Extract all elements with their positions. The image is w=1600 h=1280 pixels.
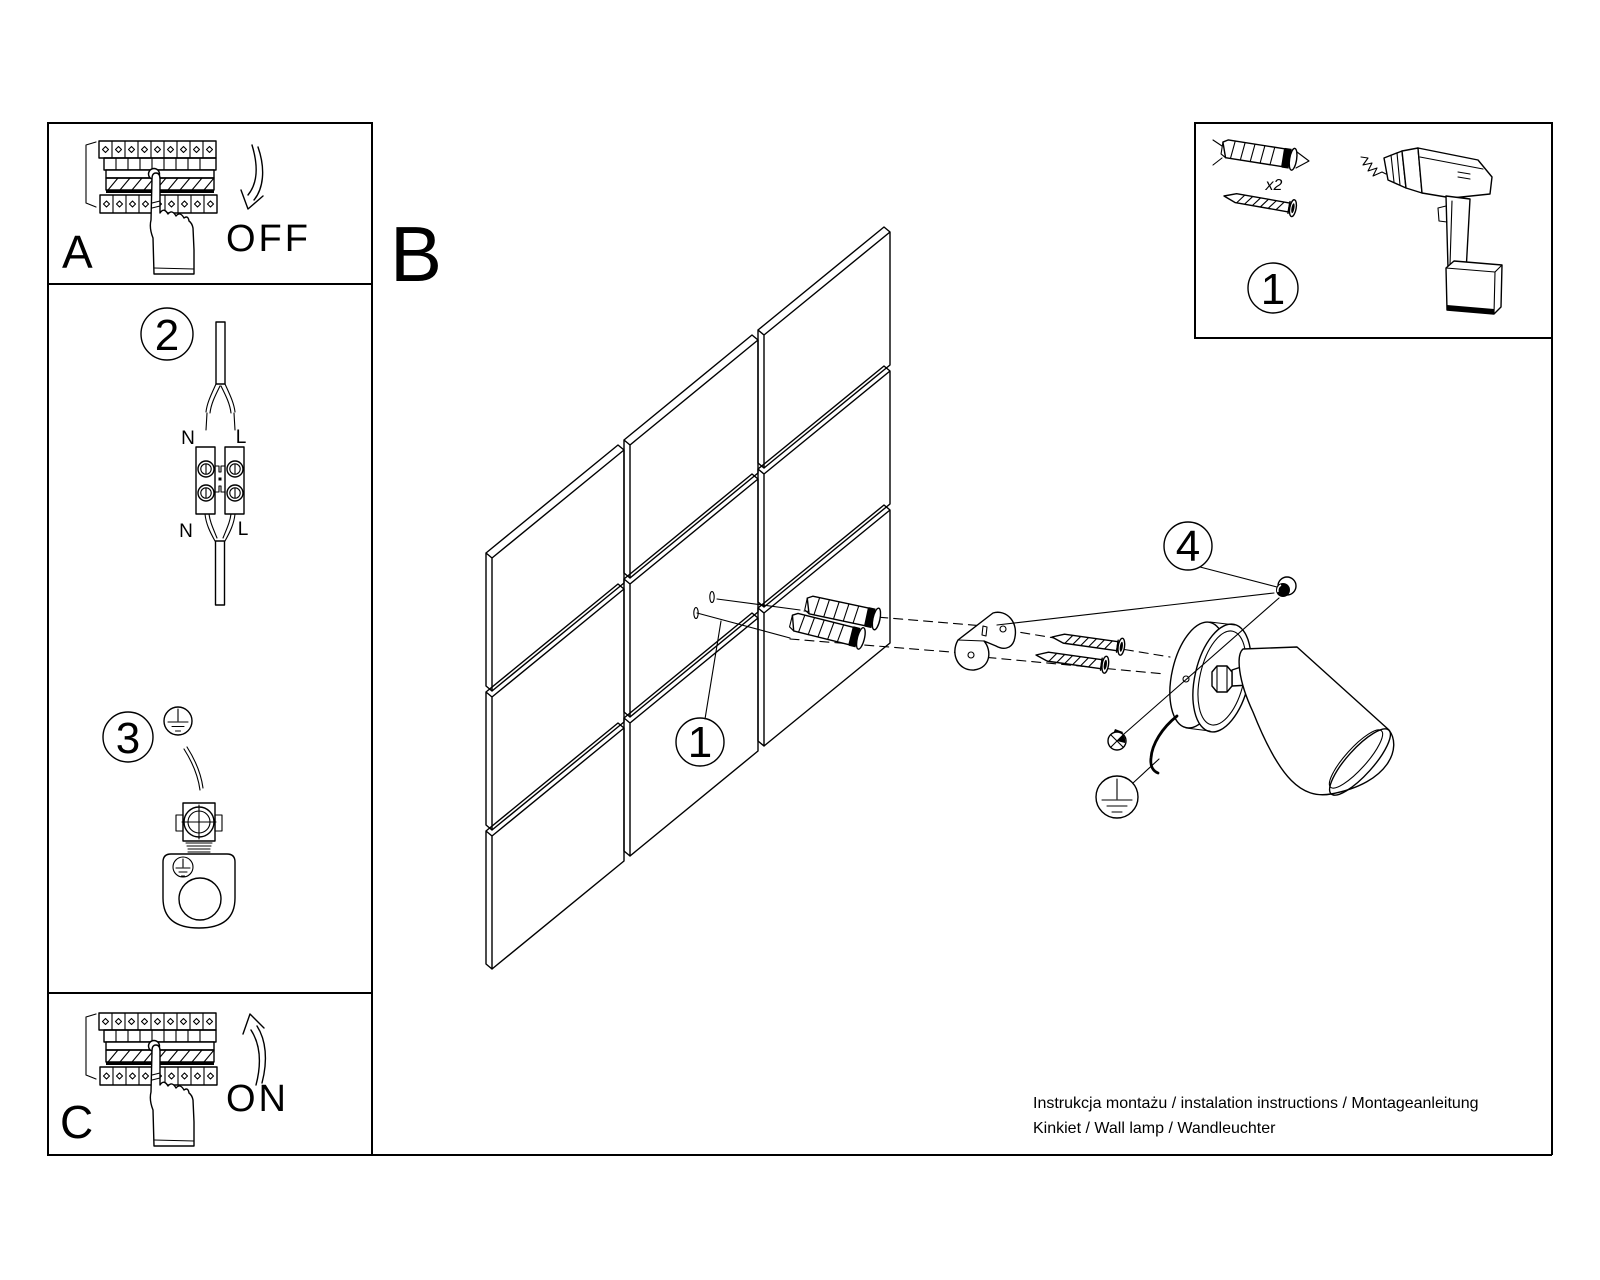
panel-a-state: OFF	[226, 218, 311, 260]
screw-icon	[1223, 188, 1298, 217]
footer-text	[1033, 1095, 1479, 1137]
anchor-quantity-label: x2	[1265, 177, 1283, 194]
earth-symbol-icon	[164, 707, 192, 735]
mounting-screw-icon	[1051, 629, 1126, 656]
footer-line-1: Instrukcja montażu / instalation instructions / Montageanleitung	[1033, 1095, 1479, 1112]
mounting-bracket-icon	[955, 612, 1016, 670]
lamp-shade-icon	[1239, 647, 1398, 803]
callout-4-number: 4	[1175, 522, 1201, 571]
cross-screw-icon	[1108, 729, 1126, 750]
footer-line-2: Kinkiet / Wall lamp / Wandleuchter	[1033, 1120, 1276, 1137]
tools-step-number: 1	[1260, 265, 1286, 314]
wall-panel-icon	[486, 227, 890, 969]
main-diagram-label: B	[390, 210, 443, 298]
wall-plug-icon	[1220, 137, 1298, 171]
panel-a-label: A	[62, 226, 93, 278]
callout-1-number: 1	[687, 718, 713, 767]
cable-terminal-icon	[196, 322, 244, 605]
off-arrow-icon	[241, 145, 263, 209]
panel-c-state: ON	[226, 1078, 289, 1120]
main-assembly-diagram	[390, 210, 1398, 969]
callout-1-leader	[705, 621, 721, 719]
step-3-earthing	[103, 707, 235, 928]
wire-label-l-top: L	[235, 427, 247, 448]
panel-c-breaker-on	[60, 1013, 289, 1148]
pointing-hand-icon	[150, 173, 194, 274]
wire-label-l-bottom: L	[237, 519, 249, 540]
wire-label-n-top: N	[181, 428, 195, 449]
step-2-wiring	[141, 308, 248, 605]
mounting-screw-icon	[1035, 647, 1110, 674]
on-arrow-icon	[243, 1014, 265, 1085]
panel-a-breaker-off	[62, 141, 311, 278]
page-borders	[48, 123, 1552, 1155]
screw-alignment-line	[997, 593, 1274, 625]
ground-wire-icon	[1096, 716, 1177, 818]
step-3-number: 3	[115, 714, 141, 763]
panel-c-label: C	[60, 1096, 94, 1148]
pointing-hand-icon	[150, 1045, 194, 1146]
canopy-screw-icon	[1276, 577, 1296, 597]
earth-terminal-icon	[163, 747, 235, 928]
step-2-number: 2	[154, 311, 180, 360]
tools-box	[1213, 137, 1502, 314]
wire-label-n-bottom: N	[179, 521, 193, 542]
drill-icon	[1361, 148, 1502, 314]
